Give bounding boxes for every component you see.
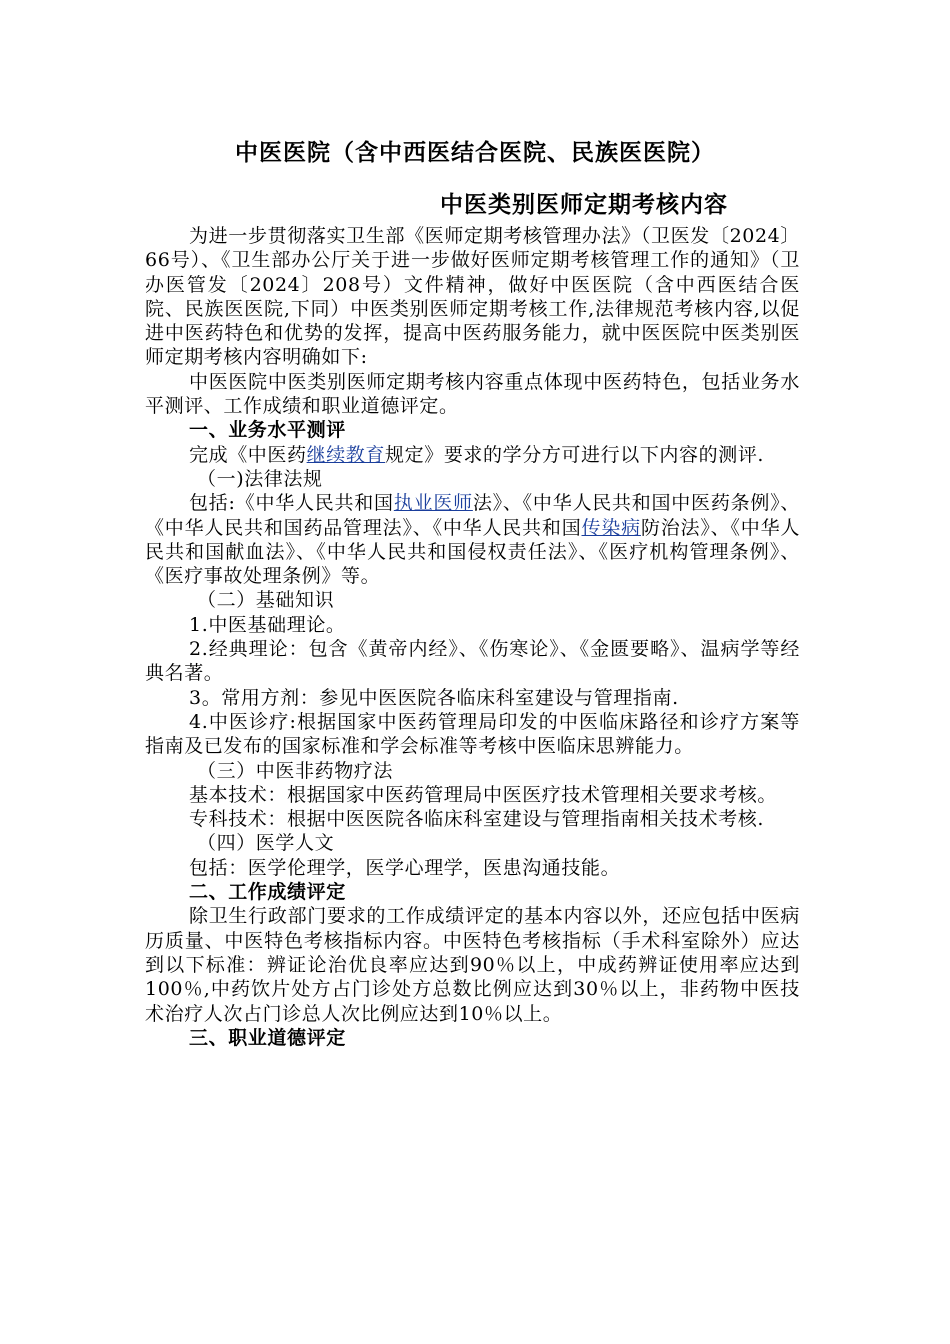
humanities-paragraph: 包括：医学伦理学，医学心理学，医患沟通技能。 <box>189 856 621 879</box>
intro-paragraph: 为进一步贯彻落实卫生部《医师定期考核管理办法》（卫医发〔2024〕66号）、《卫生部办公厅关于进一步做好医师定期考核管理工作的通知》（卫办医管发〔2024〕208号）文件精神，做好中医医院（含中西医结合医院、民族医医院,下同）中医类别医师定期考核工作,法律规范考核内容,以促进中医药特色和优势的发挥，提高中医药服务能力，就中医医院中医类别医师定期考核内容明确如下: <box>145 225 800 369</box>
list-item-4: 4.中医诊疗:根据国家中医药管理局印发的中医临床路径和诊疗方案等指南及已发布的国家标准和学会标准等考核中医临床思辨能力。 <box>145 710 800 758</box>
work-performance-paragraph: 除卫生行政部门要求的工作成绩评定的基本内容以外，还应包括中医病历质量、中医特色考核指标内容。中医特色考核指标（手术科室除外）应达到以下标准：辨证论治优良率应达到90％以上，中成药辨证使用率应达到100％,中药饮片处方占门诊处方总数比例应达到30％以上，非药物中医技术治疗人次占门诊总人次比例应达到10％以上。 <box>145 905 800 1025</box>
subsection-heading-4: （四）医学人文 <box>197 832 335 855</box>
subsection-heading-1: （一)法律法规 <box>197 467 323 490</box>
text-span: 法》、《中华人民共和国中医药条例》、《中华人民共和国药品管理法》、《中华人民共和国 <box>145 492 800 539</box>
section-heading-2: 二、工作成绩评定 <box>189 881 346 904</box>
laws-paragraph <box>145 491 800 588</box>
section1-paragraph <box>145 443 800 467</box>
document-title-line2: 中医类别医师定期考核内容 <box>440 192 728 218</box>
section-heading-1: 一、业务水平测评 <box>189 419 346 442</box>
infectious-disease-link[interactable]: 传染病 <box>581 516 641 539</box>
section-heading-3: 三、职业道德评定 <box>189 1026 346 1049</box>
list-item-2: 2.经典理论：包含《黄帝内经》、《伤寒论》、《金匮要略》、温病学等经典名著。 <box>145 638 800 685</box>
specialty-technique-paragraph: 专科技术：根据中医医院各临床科室建设与管理指南相关技术考核. <box>189 808 765 831</box>
document-body <box>145 224 800 1050</box>
intro-paragraph-2: 中医医院中医类别医师定期考核内容重点体现中医药特色，包括业务水平测评、工作成绩和职业道德评定。 <box>145 370 800 418</box>
text-span: 完成《中医药 <box>189 443 307 466</box>
list-item-3: 3。常用方剂：参见中医医院各临床科室建设与管理指南. <box>189 686 679 709</box>
basic-technique-paragraph: 基本技术：根据国家中医药管理局中医医疗技术管理相关要求考核。 <box>189 783 778 806</box>
document-title-line1: 中医医院（含中西医结合医院、民族医医院） <box>235 140 715 166</box>
text-span: 包括:《中华人民共和国 <box>189 492 394 515</box>
text-span: 规定》要求的学分方可进行以下内容的测评. <box>385 443 765 466</box>
subsection-heading-3: （三）中医非药物疗法 <box>197 759 394 782</box>
continuing-education-link[interactable]: 继续教育 <box>306 443 386 466</box>
licensed-physician-link[interactable]: 执业医师 <box>393 492 473 515</box>
text-span: 防治法》、《中华人民共和国献血法》、《中华人民共和国侵权责任法》、《医疗机构管理条例》、《医疗事故处理条例》等。 <box>145 516 800 588</box>
subsection-heading-2: （二）基础知识 <box>197 589 335 612</box>
list-item-1: 1.中医基础理论。 <box>189 613 346 636</box>
